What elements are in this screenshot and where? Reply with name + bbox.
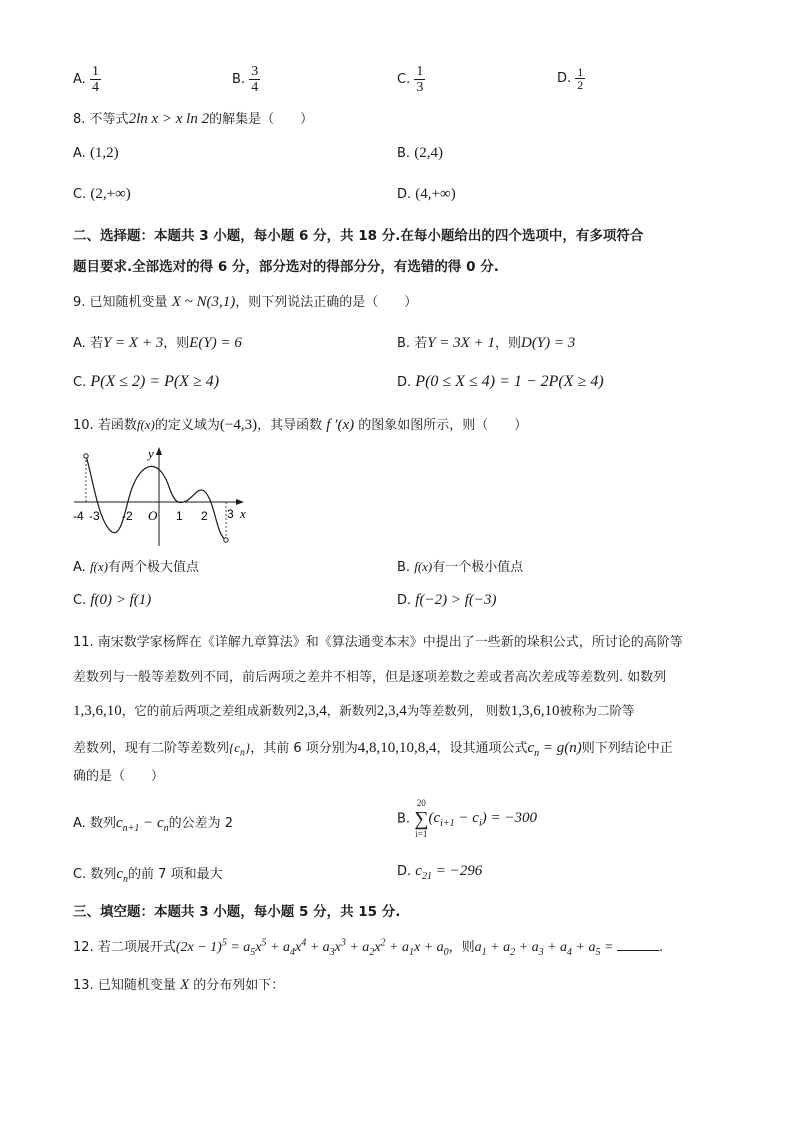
- option-expr: E(Y) = 6: [189, 335, 242, 351]
- binomial-expr: (2x − 1): [175, 940, 222, 955]
- sum-lower: i=1: [415, 829, 428, 839]
- option-label: B.: [232, 72, 246, 87]
- open-endpoint-left: [84, 454, 88, 458]
- section2-heading-line2: 题目要求.全部选对的得 6 分，部分选对的得部分分，有选错的得 0 分.: [73, 259, 499, 275]
- tick-label-p3: 3: [227, 507, 234, 521]
- q8-stem: [73, 108, 313, 128]
- stem-text: 的解集是（ ）: [209, 112, 314, 127]
- q11-line1: 11. 南宋数学家杨辉在《详解九章算法》和《算法通变本末》中提出了一些新的垛积公式，所讨论的高阶等: [73, 635, 683, 650]
- tick-label-m2: -2: [122, 509, 133, 523]
- option-expr: f(x): [414, 559, 433, 574]
- q10-stem: [73, 414, 527, 434]
- option-label: B.: [397, 811, 411, 827]
- summation: [414, 798, 428, 840]
- stem-text: .: [658, 940, 664, 955]
- option-label: A.: [73, 816, 86, 831]
- derivative-curve: [86, 456, 226, 540]
- stem-text: ，则: [448, 940, 475, 955]
- stem-text: ，设其通项公式: [436, 741, 528, 756]
- option-label: B.: [397, 560, 411, 575]
- option-expr: D(Y) = 3: [520, 335, 576, 351]
- q7-option-c: [397, 64, 425, 95]
- q11-line5: 确的是（ ）: [73, 769, 165, 784]
- domain-expr: (−4,3): [219, 417, 258, 433]
- sequence-expr: 1,3,6,10: [510, 703, 560, 719]
- open-endpoint-right: [224, 538, 228, 542]
- question-number: 9.: [73, 295, 86, 310]
- q7-option-d: [557, 66, 585, 91]
- answer-blank[interactable]: [617, 938, 659, 951]
- option-expr: P(X ≤ 2) = P(X ≥ 4): [90, 373, 220, 390]
- derivative-expr: f ′(x): [326, 417, 355, 433]
- option-expr: (c: [428, 809, 441, 826]
- numerator: 1: [577, 65, 584, 79]
- sigma-icon: ∑: [414, 808, 429, 830]
- option-expr: f(0) > f(1): [90, 592, 152, 608]
- option-label: B.: [397, 146, 411, 161]
- denominator: 4: [251, 80, 259, 95]
- option-expr: c: [115, 815, 123, 831]
- coefficient-sum: a: [474, 940, 482, 955]
- q9-stem: [73, 291, 417, 311]
- stem-text: 为等差数列， 则数: [406, 703, 511, 718]
- stem-text: ，其前 6 项分别为: [250, 741, 358, 756]
- q8-option-d: [397, 186, 456, 203]
- general-term: c: [527, 740, 535, 756]
- origin-label: O: [148, 508, 158, 523]
- stem-text: 的分布列如下：: [193, 978, 285, 993]
- option-label: C.: [73, 187, 87, 202]
- tick-label-m4: -4: [73, 509, 84, 523]
- question-number: 8.: [73, 112, 86, 127]
- stem-text: ，它的前后两项之差组成新数列: [121, 703, 297, 718]
- option-text: 的前 7 项和最大: [128, 867, 223, 882]
- option-text: 有两个极大值点: [107, 560, 199, 575]
- sequence-expr: 2,3,4: [296, 703, 327, 719]
- option-value: (2,+∞): [90, 186, 131, 202]
- denominator: 2: [577, 78, 584, 92]
- option-label: D.: [397, 593, 412, 608]
- option-label: D.: [397, 375, 412, 390]
- option-expr: f(−2) > f(−3): [415, 592, 497, 608]
- stem-text: 若二项展开式: [97, 940, 176, 955]
- q12-stem: 12. 若二项展开式$(2x - 1)^5 = a_5x^5 + a_4x^4 + a_3x^3 + a_2x^2 + a_1x + a_0$，则$a_1 + a_2 + a_3 + a_4 + a_5$ = .: [73, 937, 664, 958]
- option-label: B.: [397, 336, 411, 351]
- option-expr: = −296: [431, 863, 483, 879]
- numerator: 1: [91, 64, 99, 79]
- x-label: x: [240, 506, 246, 521]
- sequence-brace: }: [244, 740, 251, 755]
- denominator: 3: [416, 80, 424, 95]
- option-text: ，则: [494, 336, 521, 351]
- option-label: D.: [557, 71, 572, 86]
- option-value: (2,4): [414, 145, 443, 161]
- option-label: A.: [73, 560, 86, 575]
- option-text: 数列: [89, 816, 116, 831]
- fraction: [414, 64, 425, 95]
- option-label: C.: [73, 593, 87, 608]
- q10-option-a: [73, 556, 199, 575]
- sequence-expr: 2,3,4: [376, 703, 407, 719]
- q7-option-a: [73, 64, 101, 95]
- q9-option-b: [397, 332, 575, 352]
- q8-option-b: [397, 145, 443, 162]
- q11-line4: 差数列，现有二阶等差数列$\{c_n\}$，其前 6 项分别为4,8,10,10,8,4，设其通项公式$c_n = g(n)$则下列结论中正: [73, 740, 673, 759]
- fraction: [90, 64, 101, 95]
- q8-option-a: [73, 145, 119, 162]
- q9-option-d: [397, 373, 604, 391]
- option-text: ，则: [163, 336, 190, 351]
- q11-line3: [73, 701, 635, 720]
- stem-text: 的定义域为: [154, 418, 220, 433]
- derivative-graph: [70, 444, 255, 550]
- option-expr: Y = X + 3: [102, 335, 164, 351]
- y-label: y: [148, 446, 154, 461]
- stem-text: 差数列，现有二阶等差数列: [73, 741, 230, 756]
- sum-upper: 20: [416, 798, 426, 808]
- fraction: [249, 64, 260, 95]
- q11-option-a: A. 数列$c_{n+1} - c_n$的公差为 2: [73, 815, 234, 834]
- stem-text: 不等式: [89, 112, 129, 127]
- tick-label-m3: -3: [89, 509, 100, 523]
- stem-text: 已知随机变量: [89, 295, 168, 310]
- option-label: A.: [73, 72, 86, 87]
- q11-option-c: C. 数列$c_n$的前 7 项和最大: [73, 866, 223, 885]
- stem-text: ，新数列: [326, 703, 377, 718]
- tick-label-p1: 1: [176, 509, 183, 523]
- option-text: 的公差为 2: [168, 816, 234, 831]
- stem-text: 已知随机变量: [97, 978, 176, 993]
- q10-option-d: [397, 592, 496, 609]
- q13-stem: [73, 974, 284, 994]
- option-expr: P(0 ≤ X ≤ 4) = 1 − 2P(X ≥ 4): [415, 373, 604, 390]
- question-number: 13.: [73, 978, 94, 993]
- option-label: D.: [397, 864, 412, 879]
- sequence-expr: 4,8,10,10,8,4: [357, 740, 437, 756]
- sequence-brace: {c: [229, 740, 240, 755]
- fraction: [575, 66, 585, 91]
- option-text: 若: [89, 336, 103, 351]
- option-value: (4,+∞): [415, 186, 456, 202]
- q10-option-c: [73, 592, 151, 609]
- option-expr: f(x): [89, 559, 108, 574]
- section2-heading-line1: 二、选择题：本题共 3 小题，每小题 6 分，共 18 分.在每小题给出的四个选项中，有多项符合: [73, 228, 644, 244]
- inequality-expr: 2ln x > x ln 2: [128, 111, 210, 127]
- q10-option-b: [397, 556, 523, 575]
- numerator: 3: [251, 64, 259, 79]
- y-axis-arrow: [156, 447, 162, 455]
- option-text: 若: [414, 336, 428, 351]
- stem-text: 被称为二阶等: [559, 703, 635, 718]
- stem-text: 则下列结论中正: [581, 741, 673, 756]
- option-label: A.: [73, 146, 86, 161]
- question-number: 10.: [73, 418, 94, 433]
- stem-text: ，其导函数: [257, 418, 323, 433]
- tick-label-p2: 2: [201, 509, 208, 523]
- q8-option-c: [73, 186, 131, 203]
- sequence-expr: 1,3,6,10: [73, 703, 122, 719]
- option-text: 有一个极小值点: [432, 560, 524, 575]
- option-label: C.: [73, 867, 87, 882]
- option-value: (1,2): [89, 145, 119, 161]
- option-text: 数列: [90, 867, 117, 882]
- x-axis-arrow: [236, 499, 244, 505]
- q11-option-d: D. $c_{21} = -296$: [397, 863, 483, 882]
- q9-option-c: [73, 373, 219, 391]
- q7-option-b: [232, 64, 260, 95]
- distribution-expr: X ~ N(3,1): [171, 294, 236, 310]
- numerator: 1: [416, 64, 424, 79]
- random-variable: X: [179, 977, 190, 993]
- general-term: = g(n): [539, 740, 582, 756]
- question-number: 12.: [73, 940, 94, 955]
- option-expr: Y = 3X + 1: [427, 335, 495, 351]
- stem-text: ，则下列说法正确的是（ ）: [235, 295, 418, 310]
- denominator: 4: [91, 80, 99, 95]
- q9-option-a: [73, 332, 242, 352]
- function-expr: f(x): [136, 417, 155, 432]
- option-label: D.: [397, 187, 412, 202]
- q11-line2: 差数列与一般等差数列不同，前后两项之差并不相等，但是逐项差数之差或者高次差成等差数列. 如数列: [73, 670, 667, 685]
- stem-text: 若函数: [97, 418, 137, 433]
- option-label: C.: [73, 375, 87, 390]
- option-label: A.: [73, 336, 86, 351]
- option-label: C.: [397, 72, 411, 87]
- q11-option-b: B. 20 ∑ i=1 $(c_{i+1} - c_i) = -300$: [397, 798, 537, 839]
- section3-heading: 三、填空题：本题共 3 小题，每小题 5 分，共 15 分.: [73, 904, 401, 920]
- stem-text: 的图象如图所示，则（ ）: [358, 418, 528, 433]
- option-expr: ) = −300: [481, 809, 537, 826]
